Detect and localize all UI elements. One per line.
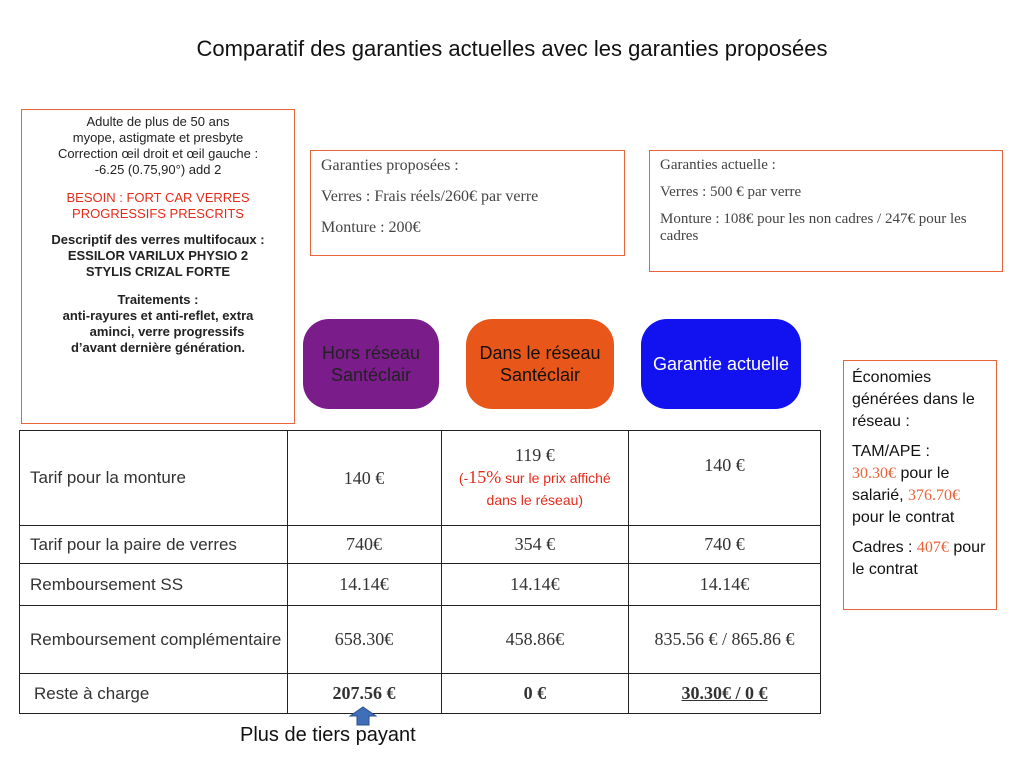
discount-note-b: sur le prix affiché dans le réseau) — [486, 470, 611, 508]
tam-label: TAM/APE : — [852, 443, 930, 460]
cell-dans: 458.86€ — [441, 606, 629, 674]
row-label: Tarif pour la paire de verres — [20, 526, 288, 564]
cell-hors: 658.30€ — [287, 606, 441, 674]
table-row — [20, 564, 821, 606]
cell-hors: 740€ — [287, 526, 441, 564]
need-line: BESOIN : FORT CAR VERRES — [66, 190, 250, 205]
row-label: Remboursement complémentaire — [20, 606, 288, 674]
row-label: Tarif pour la monture — [20, 431, 288, 526]
lens-desc-line: ESSILOR VARILUX PHYSIO 2 — [67, 248, 249, 263]
tam-value-contrat: 376.70€ — [908, 487, 961, 504]
cell-garantie: 30.30€ / 0 € — [629, 674, 821, 714]
up-arrow-icon — [349, 706, 377, 726]
treatments-title: Traitements : — [117, 292, 199, 307]
cell-dans-value: 119 € — [514, 445, 555, 465]
savings-tam — [852, 441, 988, 529]
proposed-monture: Monture : 200€ — [321, 219, 421, 236]
savings-intro: Économies générées dans le réseau : — [852, 369, 975, 430]
discount-note-a: (- — [458, 470, 469, 486]
cell-garantie: 140 € — [629, 431, 821, 526]
current-verres: Verres : 500 € par verre — [660, 184, 802, 200]
column-header-garantie-actuelle: Garantie actuelle — [641, 319, 801, 409]
treatment-line: d’avant dernière génération. — [70, 340, 246, 355]
cadres-label: Cadres : — [852, 539, 917, 556]
table-row — [20, 674, 821, 714]
tam-text: pour le contrat — [852, 509, 955, 526]
discount-pct: 15% — [468, 467, 502, 487]
table-row — [20, 606, 821, 674]
cell-dans: 0 € — [441, 674, 629, 714]
profile-line: Correction œil droit et œil gauche : — [57, 146, 259, 161]
proposed-verres: Verres : Frais réels/260€ par verre — [321, 188, 539, 205]
tam-text: pour le salarié, — [852, 465, 950, 504]
page-title: Comparatif des garanties actuelles avec les garanties proposées — [196, 36, 828, 61]
patient-profile-box — [21, 109, 295, 424]
row-label: Reste à charge — [20, 674, 288, 714]
cell-hors: 140 € — [287, 431, 441, 526]
lens-desc-line: STYLIS CRIZAL FORTE — [85, 264, 231, 279]
tam-value-salarie: 30.30€ — [852, 465, 896, 482]
proposed-heading: Garanties proposées : — [321, 157, 459, 174]
profile-line: myope, astigmate et presbyte — [72, 130, 244, 145]
table-row — [20, 526, 821, 564]
cell-dans: 354 € — [441, 526, 629, 564]
current-guarantees-box — [649, 150, 1003, 272]
cell-dans: 14.14€ — [441, 564, 629, 606]
cadres-text: pour le contrat — [852, 539, 986, 578]
cell-hors: 14.14€ — [287, 564, 441, 606]
tiers-payant-note: Plus de tiers payant — [240, 724, 416, 746]
savings-box — [843, 360, 997, 610]
cell-garantie: 835.56 € / 865.86 € — [629, 606, 821, 674]
current-heading: Garanties actuelle : — [660, 157, 776, 173]
treatment-line: anti-rayures et anti-reflet, extra — [62, 308, 254, 323]
column-header-hors-reseau: Hors réseau Santéclair — [303, 319, 439, 409]
cell-garantie: 740 € — [629, 526, 821, 564]
lens-desc-line: Descriptif des verres multifocaux : — [51, 232, 265, 247]
cell-dans — [441, 431, 629, 526]
proposed-guarantees-box — [310, 150, 625, 256]
comparison-table — [19, 430, 821, 714]
cadres-value: 407€ — [916, 539, 949, 556]
need-line: PROGRESSIFS PRESCRITS — [72, 206, 244, 221]
row-label: Remboursement SS — [20, 564, 288, 606]
treatment-line: aminci, verre progressifs — [89, 324, 245, 339]
table-row — [20, 431, 821, 526]
cell-hors: 207.56 € — [287, 674, 441, 714]
savings-cadres — [852, 537, 988, 581]
column-header-dans-reseau: Dans le réseau Santéclair — [466, 319, 614, 409]
current-monture: Monture : 108€ pour les non cadres / 247€ pour les cadres — [660, 211, 967, 244]
profile-line: Adulte de plus de 50 ans — [86, 114, 230, 129]
profile-line: -6.25 (0.75,90°) add 2 — [94, 162, 222, 177]
discount-note — [443, 466, 628, 511]
cell-garantie: 14.14€ — [629, 564, 821, 606]
